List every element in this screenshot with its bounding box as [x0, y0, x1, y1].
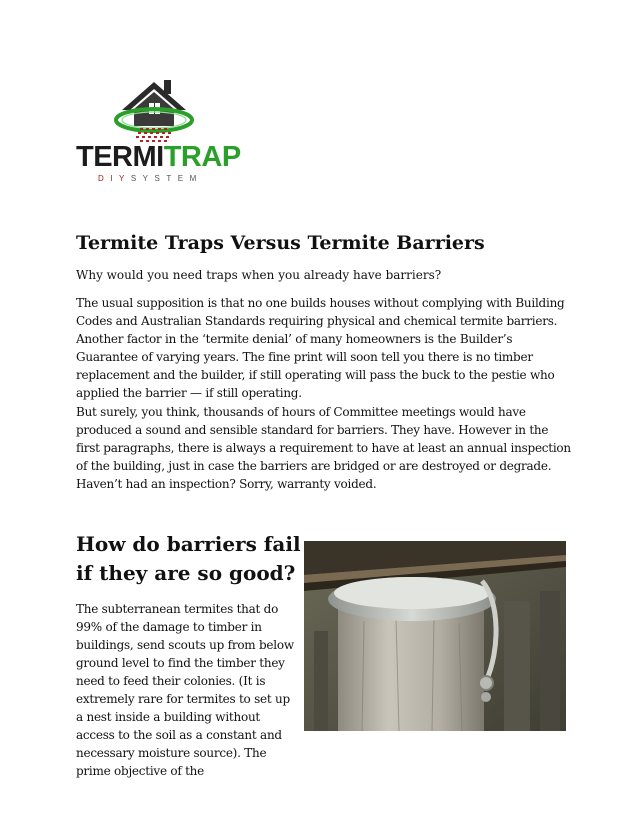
house-logo-icon: [76, 76, 244, 146]
termitrap-logo: [76, 76, 244, 188]
logo-word-green: TRAP: [163, 141, 241, 173]
intro-question: Why would you need traps when you already have barriers?: [76, 268, 442, 282]
logo-tagline: [98, 174, 238, 183]
timber-post-photo: [304, 541, 566, 731]
paragraph-1: The usual supposition is that no one builds houses without complying with Building Codes and Australian Standards requiring physical and chemical termite barriers. Another factor in the ‘termite denial’ of many homeowners is the Builder’s Guarantee of varying years. The fine print will soon tell you there is no timber replacement and the builder, if still operating will pass the buck to the pestie who applied the barrier — if still operating.: [76, 296, 565, 400]
paragraph-2: But surely, you think, thousands of hours of Committee meetings would have produced a sound and sensible standard for barriers. They have. However in the first paragraphs, there is always a requirement to have at least an annual inspection of the building, just in case the barriers are bridged or are destroyed or degrade. Haven’t had an inspection? Sorry, warranty voided.: [76, 405, 571, 491]
section-paragraph: The subterranean termites that do 99% of the damage to timber in buildings, send scouts up from below ground level to find the timber they need to feed their colonies. (It is extremely rare for termites to set up a nest inside a building without access to the soil as a constant and necessary moisture source). The prime objective of the: [76, 602, 294, 778]
article-title: Termite Traps Versus Termite Barriers: [76, 232, 485, 254]
section-title: How do barriers fail if they are so good?: [76, 532, 301, 585]
logo-tag-system: SYSTEM: [130, 174, 203, 183]
logo-tag-diy: DIY: [98, 174, 131, 183]
logo-word-dark: TERMI: [76, 141, 164, 173]
logo-wordmark: [76, 142, 244, 172]
